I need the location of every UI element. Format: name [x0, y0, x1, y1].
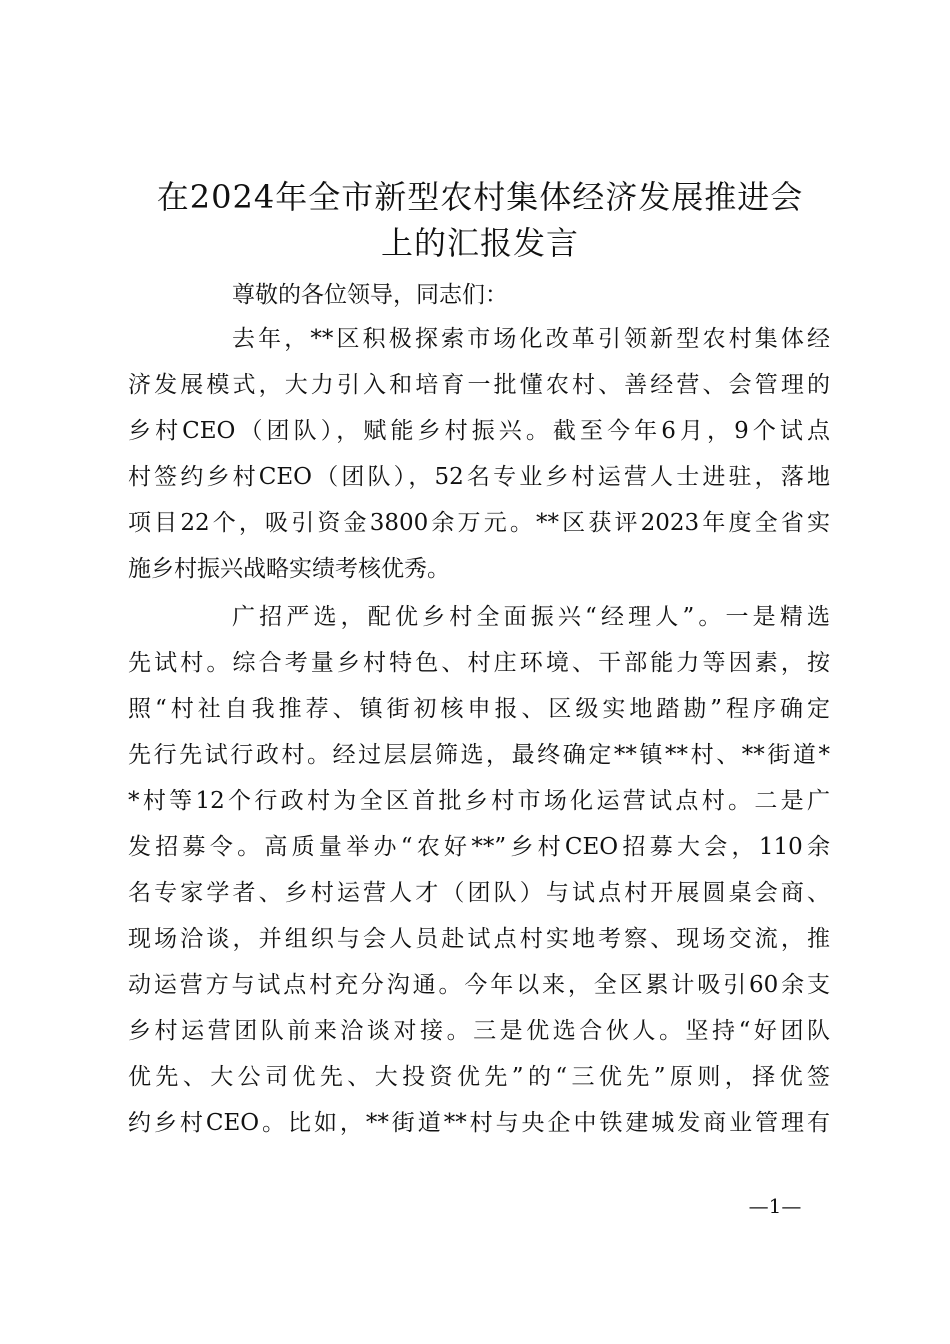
paragraph-2-line: 乡村运营团队前来洽谈对接。三是优选合伙人。坚持“好团队: [128, 1018, 830, 1044]
paragraph-2-line: 广招严选，配优乡村全面振兴“经理人”。一是精选: [232, 604, 830, 630]
paragraph-2-line: 现场洽谈，并组织与会人员赴试点村实地考察、现场交流，推: [128, 926, 830, 952]
paragraph-2-line: 先试村。综合考量乡村特色、村庄环境、干部能力等因素，按: [128, 650, 830, 676]
paragraph-1-line: 项目22个，吸引资金3800余万元。**区获评2023年度全省实: [128, 510, 830, 536]
paragraph-2-line: 照“村社自我推荐、镇街初核申报、区级实地踏勘”程序确定: [128, 696, 830, 722]
salutation: 尊敬的各位领导，同志们：: [232, 282, 508, 308]
paragraph-2-line: 动运营方与试点村充分沟通。今年以来，全区累计吸引60余支: [128, 972, 830, 998]
paragraph-1-line: 去年，**区积极探索市场化改革引领新型农村集体经: [232, 326, 830, 352]
paragraph-2-line: 先行先试行政村。经过层层筛选，最终确定**镇**村、**街道*: [128, 742, 830, 768]
paragraph-1-line: 村签约乡村CEO（团队），52名专业乡村运营人士进驻，落地: [128, 464, 830, 490]
paragraph-2-line: 名专家学者、乡村运营人才（团队）与试点村开展圆桌会商、: [128, 880, 830, 906]
paragraph-2-line: *村等12个行政村为全区首批乡村市场化运营试点村。二是广: [128, 788, 830, 814]
paragraph-1-line: 济发展模式，大力引入和培育一批懂农村、善经营、会管理的: [128, 372, 830, 398]
paragraph-1-line: 施乡村振兴战略实绩考核优秀。: [128, 556, 450, 582]
paragraph-1-line: 乡村CEO（团队），赋能乡村振兴。截至今年6月，9个试点: [128, 418, 830, 444]
page-number: —1—: [748, 1194, 802, 1218]
paragraph-2-line: 发招募令。高质量举办“农好**”乡村CEO招募大会，110余: [128, 834, 830, 860]
paragraph-2-line: 优先、大公司优先、大投资优先”的“三优先”原则，择优签: [128, 1064, 830, 1090]
document-title-line-1: 在2024年全市新型农村集体经济发展推进会: [156, 178, 804, 216]
document-title-line-2: 上的汇报发言: [380, 224, 579, 262]
paragraph-2-line: 约乡村CEO。比如，**街道**村与央企中铁建城发商业管理有: [128, 1110, 830, 1136]
